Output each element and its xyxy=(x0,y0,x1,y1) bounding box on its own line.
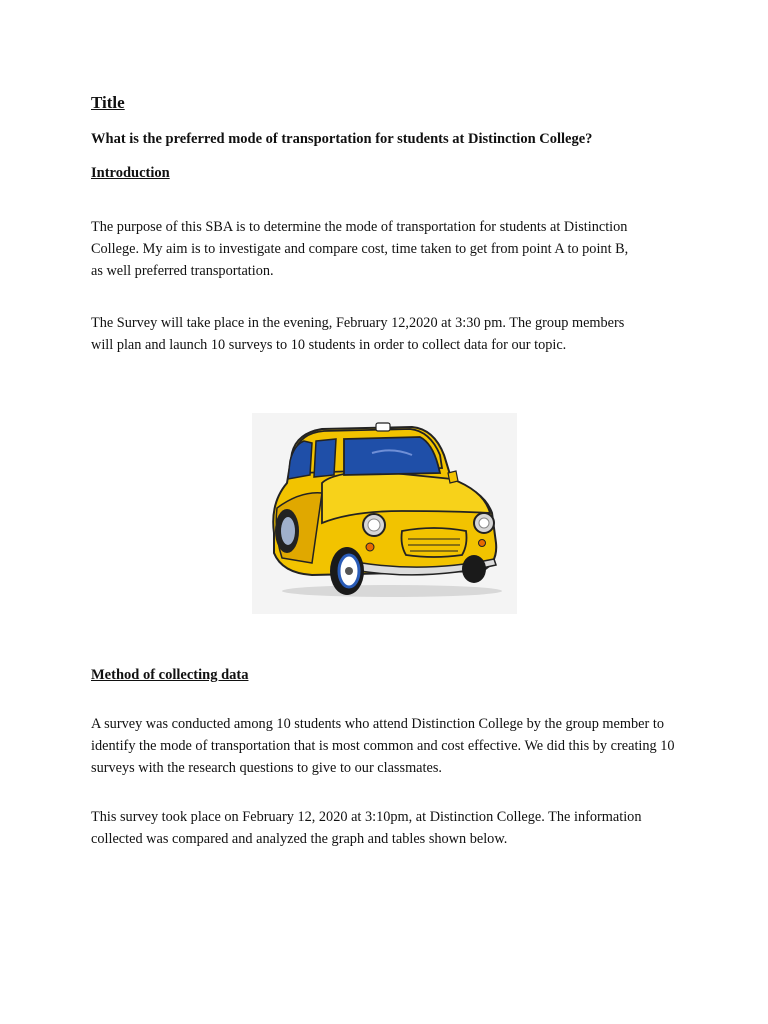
research-question: What is the preferred mode of transportation for students at Distinction College? xyxy=(91,131,593,147)
yellow-car-illustration xyxy=(252,413,517,614)
method-paragraph-2: This survey took place on February 12, 2020 at 3:10pm, at Distinction College. The information collected was compared and analyzed the graph and tables shown below. xyxy=(91,809,642,847)
intro-paragraph-1: The purpose of this SBA is to determine the mode of transportation for students at Distinction College. My aim is to investigate and compare cost, time taken to get from point A to point B, as well preferred transportation. xyxy=(91,219,629,279)
method-paragraph-1: A survey was conducted among 10 students who attend Distinction College by the group member to identify the mode of transportation that is most common and cost effective. We did this by creating 10 surveys with the research questions to give to our classmates. xyxy=(91,716,675,776)
car-image xyxy=(252,413,517,614)
introduction-heading: Introduction xyxy=(91,165,170,181)
method-heading: Method of collecting data xyxy=(91,667,249,683)
intro-paragraph-2: The Survey will take place in the evening, February 12,2020 at 3:30 pm. The group members will plan and launch 10 surveys to 10 students in order to collect data for our topic. xyxy=(91,315,625,353)
title-label: Title xyxy=(91,93,125,112)
